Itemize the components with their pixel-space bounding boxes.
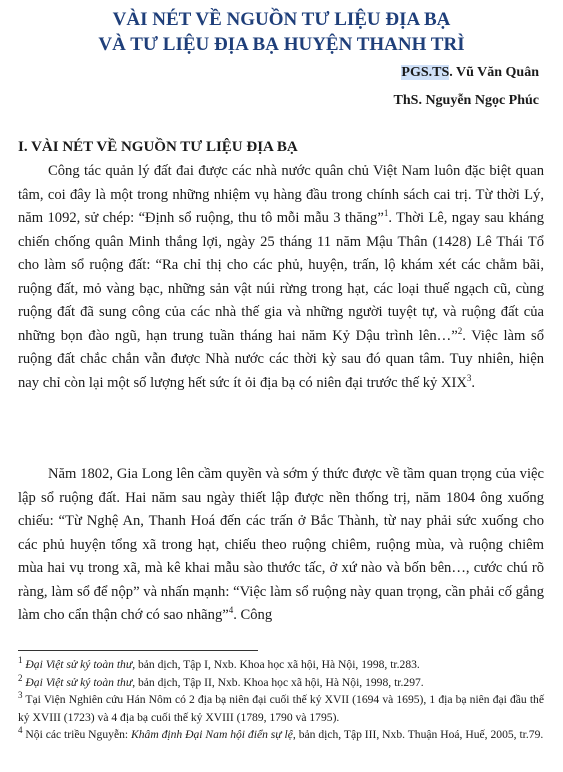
footnote-text: , bản dịch, Tập II, Nxb. Khoa học xã hội, Hà Nội, 1998, tr.297. xyxy=(132,675,424,689)
article-title-line-2: VÀ TƯ LIỆU ĐỊA BẠ HUYỆN THANH TRÌ xyxy=(98,34,465,55)
footnote-ref-2: 2 xyxy=(457,325,463,336)
footnotes xyxy=(18,656,544,744)
paragraph-1-text-b: . Thời Lê, ngay sau kháng chiến chống quân Minh thắng lợi, ngày 25 tháng 11 năm Mậu Thân (1428) Lê Thái Tổ cho làm sổ ruộng đất: “Ra chỉ thị cho các phủ, huyện, trấn, lộ khám xét các chằm bãi, ruộng đất, mỏ vàng bạc, những sản vật núi rừng trong hạt, các loại thuế ngạch cũ, cùng ruộng đất đã sung công của các nhà thế gia và những người tuyệt tự, và ruộng đất của những bọn đào ngũ, hạn trung tuần tháng hai năm Kỷ Dậu trình lên…” xyxy=(18,210,544,344)
footnote-ref-1: 1 xyxy=(383,208,389,219)
footnote-ref-3: 3 xyxy=(466,372,472,383)
section-heading: I. VÀI NÉT VỀ NGUỒN TƯ LIỆU ĐỊA BẠ xyxy=(18,139,298,155)
footnote-divider xyxy=(18,650,258,651)
footnote-title: Khâm định Đại Nam hội điển sự lệ xyxy=(131,728,293,742)
author-1 xyxy=(401,63,539,83)
paragraph-2 xyxy=(18,463,544,628)
paragraph-1-text-c: . Việc làm sổ ruộng đất chắc chắn vẫn được Nhà nước các thời kỳ sau đó quan tâm. Tuy nhiên, hiện nay chỉ còn lại một số lượng hết sức ít ỏi địa bạ có niên đại trước thế kỷ XIX xyxy=(18,327,544,391)
footnote-text: , bản dịch, Tập III, Nxb. Thuận Hoá, Huế, 2005, tr.79. xyxy=(292,728,544,742)
footnote-number: 1 xyxy=(18,655,23,666)
article-title-line-1: VÀI NÉT VỀ NGUỒN TƯ LIỆU ĐỊA BẠ xyxy=(112,9,451,30)
footnote-number: 4 xyxy=(18,725,23,736)
footnote-text: Tại Viện Nghiên cứu Hán Nôm có 2 địa bạ niên đại cuối thế kỷ XVII (1694 và 1695), 1 địa bạ niên đại đầu thế kỷ XVIII (1723) và 4 địa bạ cuối thế kỷ XVIII (1789, 1790 và 1795). xyxy=(18,693,544,724)
paragraph-1 xyxy=(18,160,544,395)
footnote-1 xyxy=(18,656,544,674)
footnote-2 xyxy=(18,674,544,692)
footnote-ref-4: 4 xyxy=(228,605,234,616)
author-2: ThS. Nguyễn Ngọc Phúc xyxy=(393,93,539,108)
footnote-number: 2 xyxy=(18,672,23,683)
footnote-text: , bản dịch, Tập I, Nxb. Khoa học xã hội, Hà Nội, 1998, tr.283. xyxy=(132,658,420,671)
paragraph-1-text-d: . xyxy=(471,374,476,391)
author-1-name: . Vũ Văn Quân xyxy=(449,65,539,80)
paragraph-2-text-b: . Công xyxy=(233,607,273,623)
footnote-title: Đại Việt sử ký toàn thư xyxy=(25,658,133,671)
footnote-3 xyxy=(18,691,544,726)
paragraph-2-text-a: Năm 1802, Gia Long lên cầm quyền và sớm ý thức được về tầm quan trọng của việc lập sổ ruộng đất. Hai năm sau ngày thiết lập được nền thống trị, năm 1804 ông xuống chiếu: “Từ Nghệ An, Thanh Hoá đến các trấn ở Bắc Thành, từ nay phải sức xuống cho các phủ huyện tổng xã trong hạt, chiếu theo ruộng chiêm, ruộng mùa, và ruộng chiêm mùa hai vụ trong xã, mà kê khai mẫu sào thước tấc, ở xứ nào và bốn bên…, cước chú rõ ràng, làm sổ để nộp” và nhấn mạnh: “Việc làm sổ ruộng này quan trọng, cần phải cố gắng làm cho cẩn thận chớ có sao nhãng” xyxy=(18,466,544,623)
footnote-title: Đại Việt sử ký toàn thư xyxy=(25,675,133,689)
footnote-4 xyxy=(18,726,544,744)
footnote-number: 3 xyxy=(18,690,23,701)
footnote-prefix: Nội các triều Nguyễn: xyxy=(25,728,132,742)
paragraph-1-text-a: Công tác quản lý đất đai được các nhà nước quân chủ Việt Nam luôn đặc biệt quan tâm, coi đây là một trong những nhiệm vụ hàng đầu trong chính sách cai trị. Từ thời Lý, năm 1092, sử chép: “Định sổ ruộng, thu tô mỗi mẫu 3 thăng” xyxy=(18,163,544,226)
author-1-title-highlight: PGS.TS xyxy=(401,65,450,80)
